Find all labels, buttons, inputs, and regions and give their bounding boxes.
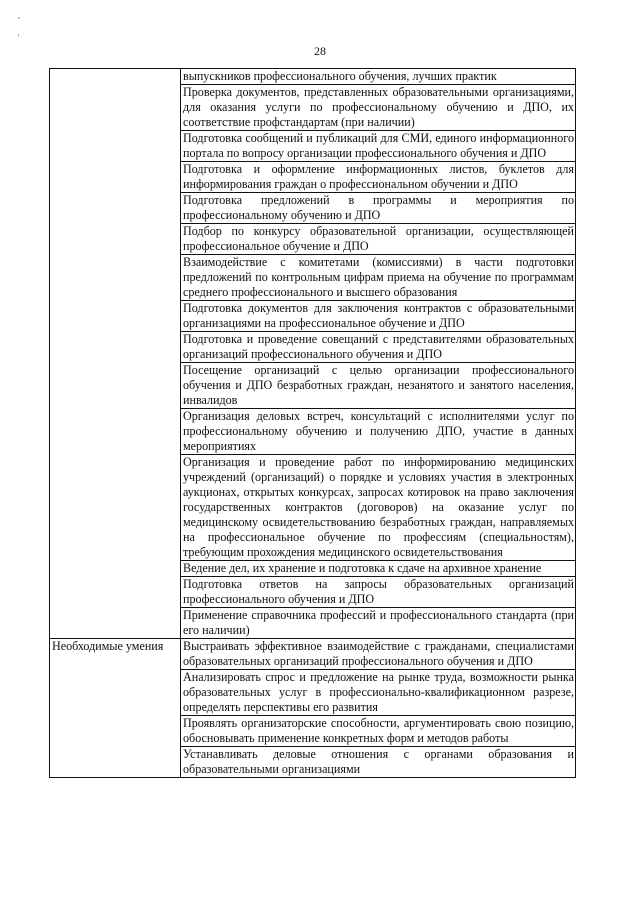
action-cell: Ведение дел, их хранение и подготовка к сдаче на архивное хранение <box>181 561 576 577</box>
action-cell: Подбор по конкурсу образовательной организации, осуществляющей профессиональное обучение и ДПО <box>181 224 576 255</box>
scan-mark: , <box>18 11 20 20</box>
skills-label-cell: Необходимые умения <box>50 639 181 778</box>
action-cell: Организация и проведение работ по информированию медицинских учреждений (организаций) о порядке и условиях участия в электронных аукционах, открытых конкурсах, запросах котировок на право заключения государственных контрактов (договоров) на оказание услуг по медицинскому освидетельствованию безработных граждан, направляемых на профессиональное обучение по профессиям (специальностям), требующим прохождения медицинского освидетельствования <box>181 455 576 561</box>
skill-cell: Проявлять организаторские способности, аргументировать свою позицию, обосновывать применение конкретных форм и методов работы <box>181 716 576 747</box>
skill-cell: Устанавливать деловые отношения с органами образования и образовательными организациями <box>181 747 576 778</box>
function-table <box>49 68 576 778</box>
skill-cell: Анализировать спрос и предложение на рынке труда, возможности рынка образовательных услуг в профессионально-квалификационном разрезе, определять перспективы его развития <box>181 670 576 716</box>
table-row <box>50 639 576 670</box>
action-cell: Подготовка ответов на запросы образовательных организаций профессионального обучения и ДПО <box>181 577 576 608</box>
row-label-cell <box>50 69 181 639</box>
action-cell: выпускников профессионального обучения, лучших практик <box>181 69 576 85</box>
skill-cell: Выстраивать эффективное взаимодействие с гражданами, специалистами образовательных организаций профессионального обучения и ДПО <box>181 639 576 670</box>
action-cell: Взаимодействие с комитетами (комиссиями) в части подготовки предложений по контрольным цифрам приема на обучение по программам среднего профессионального и высшего образования <box>181 255 576 301</box>
action-cell: Подготовка и проведение совещаний с представителями образовательных организаций профессионального обучения и ДПО <box>181 332 576 363</box>
action-cell: Применение справочника профессий и профессионального стандарта (при его наличии) <box>181 608 576 639</box>
action-cell: Проверка документов, представленных образовательными организациями, для оказания услуги по профессиональному обучению и ДПО, их соответствие профстандартам (при наличии) <box>181 85 576 131</box>
action-cell: Подготовка документов для заключения контрактов с образовательными организациями на профессиональное обучение и ДПО <box>181 301 576 332</box>
table-row <box>50 69 576 85</box>
action-cell: Подготовка и оформление информационных листов, буклетов для информирования граждан о профессиональном обучении и ДПО <box>181 162 576 193</box>
action-cell: Посещение организаций с целью организации профессионального обучения и ДПО безработных граждан, незанятого и занятого населения, инвалидов <box>181 363 576 409</box>
action-cell: Подготовка сообщений и публикаций для СМИ, единого информационного портала по вопросу организации профессионального обучения и ДПО <box>181 131 576 162</box>
action-cell: Организация деловых встреч, консультаций с исполнителями услуг по профессиональному обучению и получению ДПО, участие в данных мероприятиях <box>181 409 576 455</box>
scan-mark: ' <box>18 33 20 42</box>
action-cell: Подготовка предложений в программы и мероприятия по профессиональному обучению и ДПО <box>181 193 576 224</box>
page-number: 28 <box>314 44 326 58</box>
